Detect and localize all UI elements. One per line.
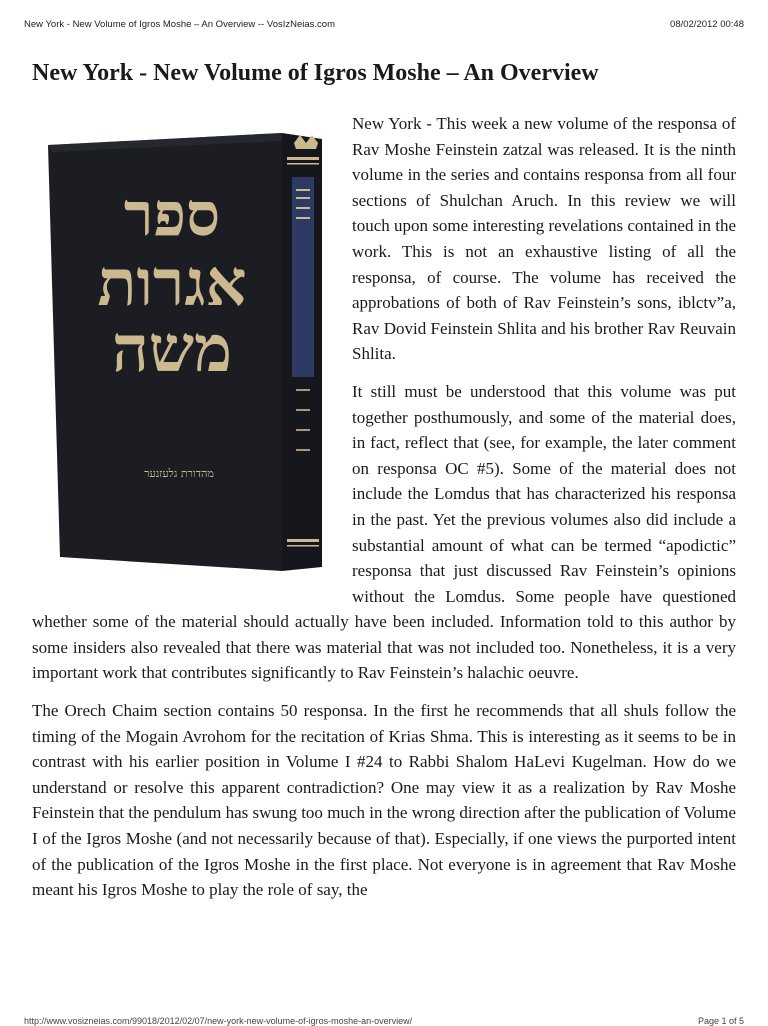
paragraph-1: New York - This week a new volume of the responsa of Rav Moshe Feinstein zatzal was released. It is the ninth volume in the series and contains responsa from all four sections of Shulchan Aruch. In this review we will touch upon some interesting revelations contained in the work. This is not an exhaustive listing of all the responsa, of course. The volume has received the approbations of both of Rav Feinstein’s sons, iblctv”a, Rav Dovid Feinstein Shlita and his brother Rav Reuvain Shlita. <box>352 114 736 364</box>
footer-page-number: Page 1 of 5 <box>697 1016 744 1026</box>
header-page-title: New York - New Volume of Igros Moshe – An Overview -- VosIzNeias.com <box>24 19 335 30</box>
book-cover-illustration <box>44 127 324 577</box>
footer-url: http://www.vosizneias.com/99018/2012/02/07/new-york-new-volume-of-igros-moshe-an-overview/ <box>24 1016 413 1026</box>
print-header <box>24 19 744 30</box>
cover-title-line-2: אגרות <box>97 246 247 321</box>
cover-subtitle: מהדורת גלעזנער <box>144 467 214 480</box>
article-title: New York - New Volume of Igros Moshe – An Overview <box>32 60 599 86</box>
cover-title-line-3: משה <box>111 312 233 387</box>
article-body <box>32 111 736 915</box>
print-footer <box>24 1016 744 1026</box>
header-timestamp: 08/02/2012 00:48 <box>670 19 744 30</box>
paragraph-3: The Orech Chaim section contains 50 responsa. In the first he recommends that all shuls follow the timing of the Mogain Avrohom for the recitation of Krias Shma. This is interesting as it seems to be in contrast with his earlier position in Volume I #24 to Rabbi Shalom HaLevi Kugelman. How do we understand or resolve this apparent contradiction? One may view it as a realization by Rav Moshe Feinstein that the pendulum has swung too much in the wrong direction after the publication of Volume I of the Igros Moshe (and not necessarily because of that). Especially, if one views the purported intent of the publication of the Igros Moshe in the first place. Not everyone is in agreement that Rav Moshe meant his Igros Moshe to play the role of say, the <box>32 701 736 900</box>
book-image <box>32 115 335 590</box>
paragraph-2: It still must be understood that this volume was put together posthumously, and some of the material does, in fact, reflect that (see, for example, the later comment on responsa OC #5). Some of the material does not include the Lomdus that has characterized his responsa in the past. Yet the previous volumes also did include a substantial amount of what can be termed “apodictic” responsa that just discussed Rav Feinstein’s opinions without the Lomdus. Some people have questioned whether some of the material should actually have been included. Information told to this author by some insiders also revealed that there was material that was not included too. Nonetheless, it is a very important work that contributes significantly to Rav Feinstein’s halachic oeuvre. <box>32 381 736 683</box>
cover-title-line-1: ספר <box>123 180 221 250</box>
